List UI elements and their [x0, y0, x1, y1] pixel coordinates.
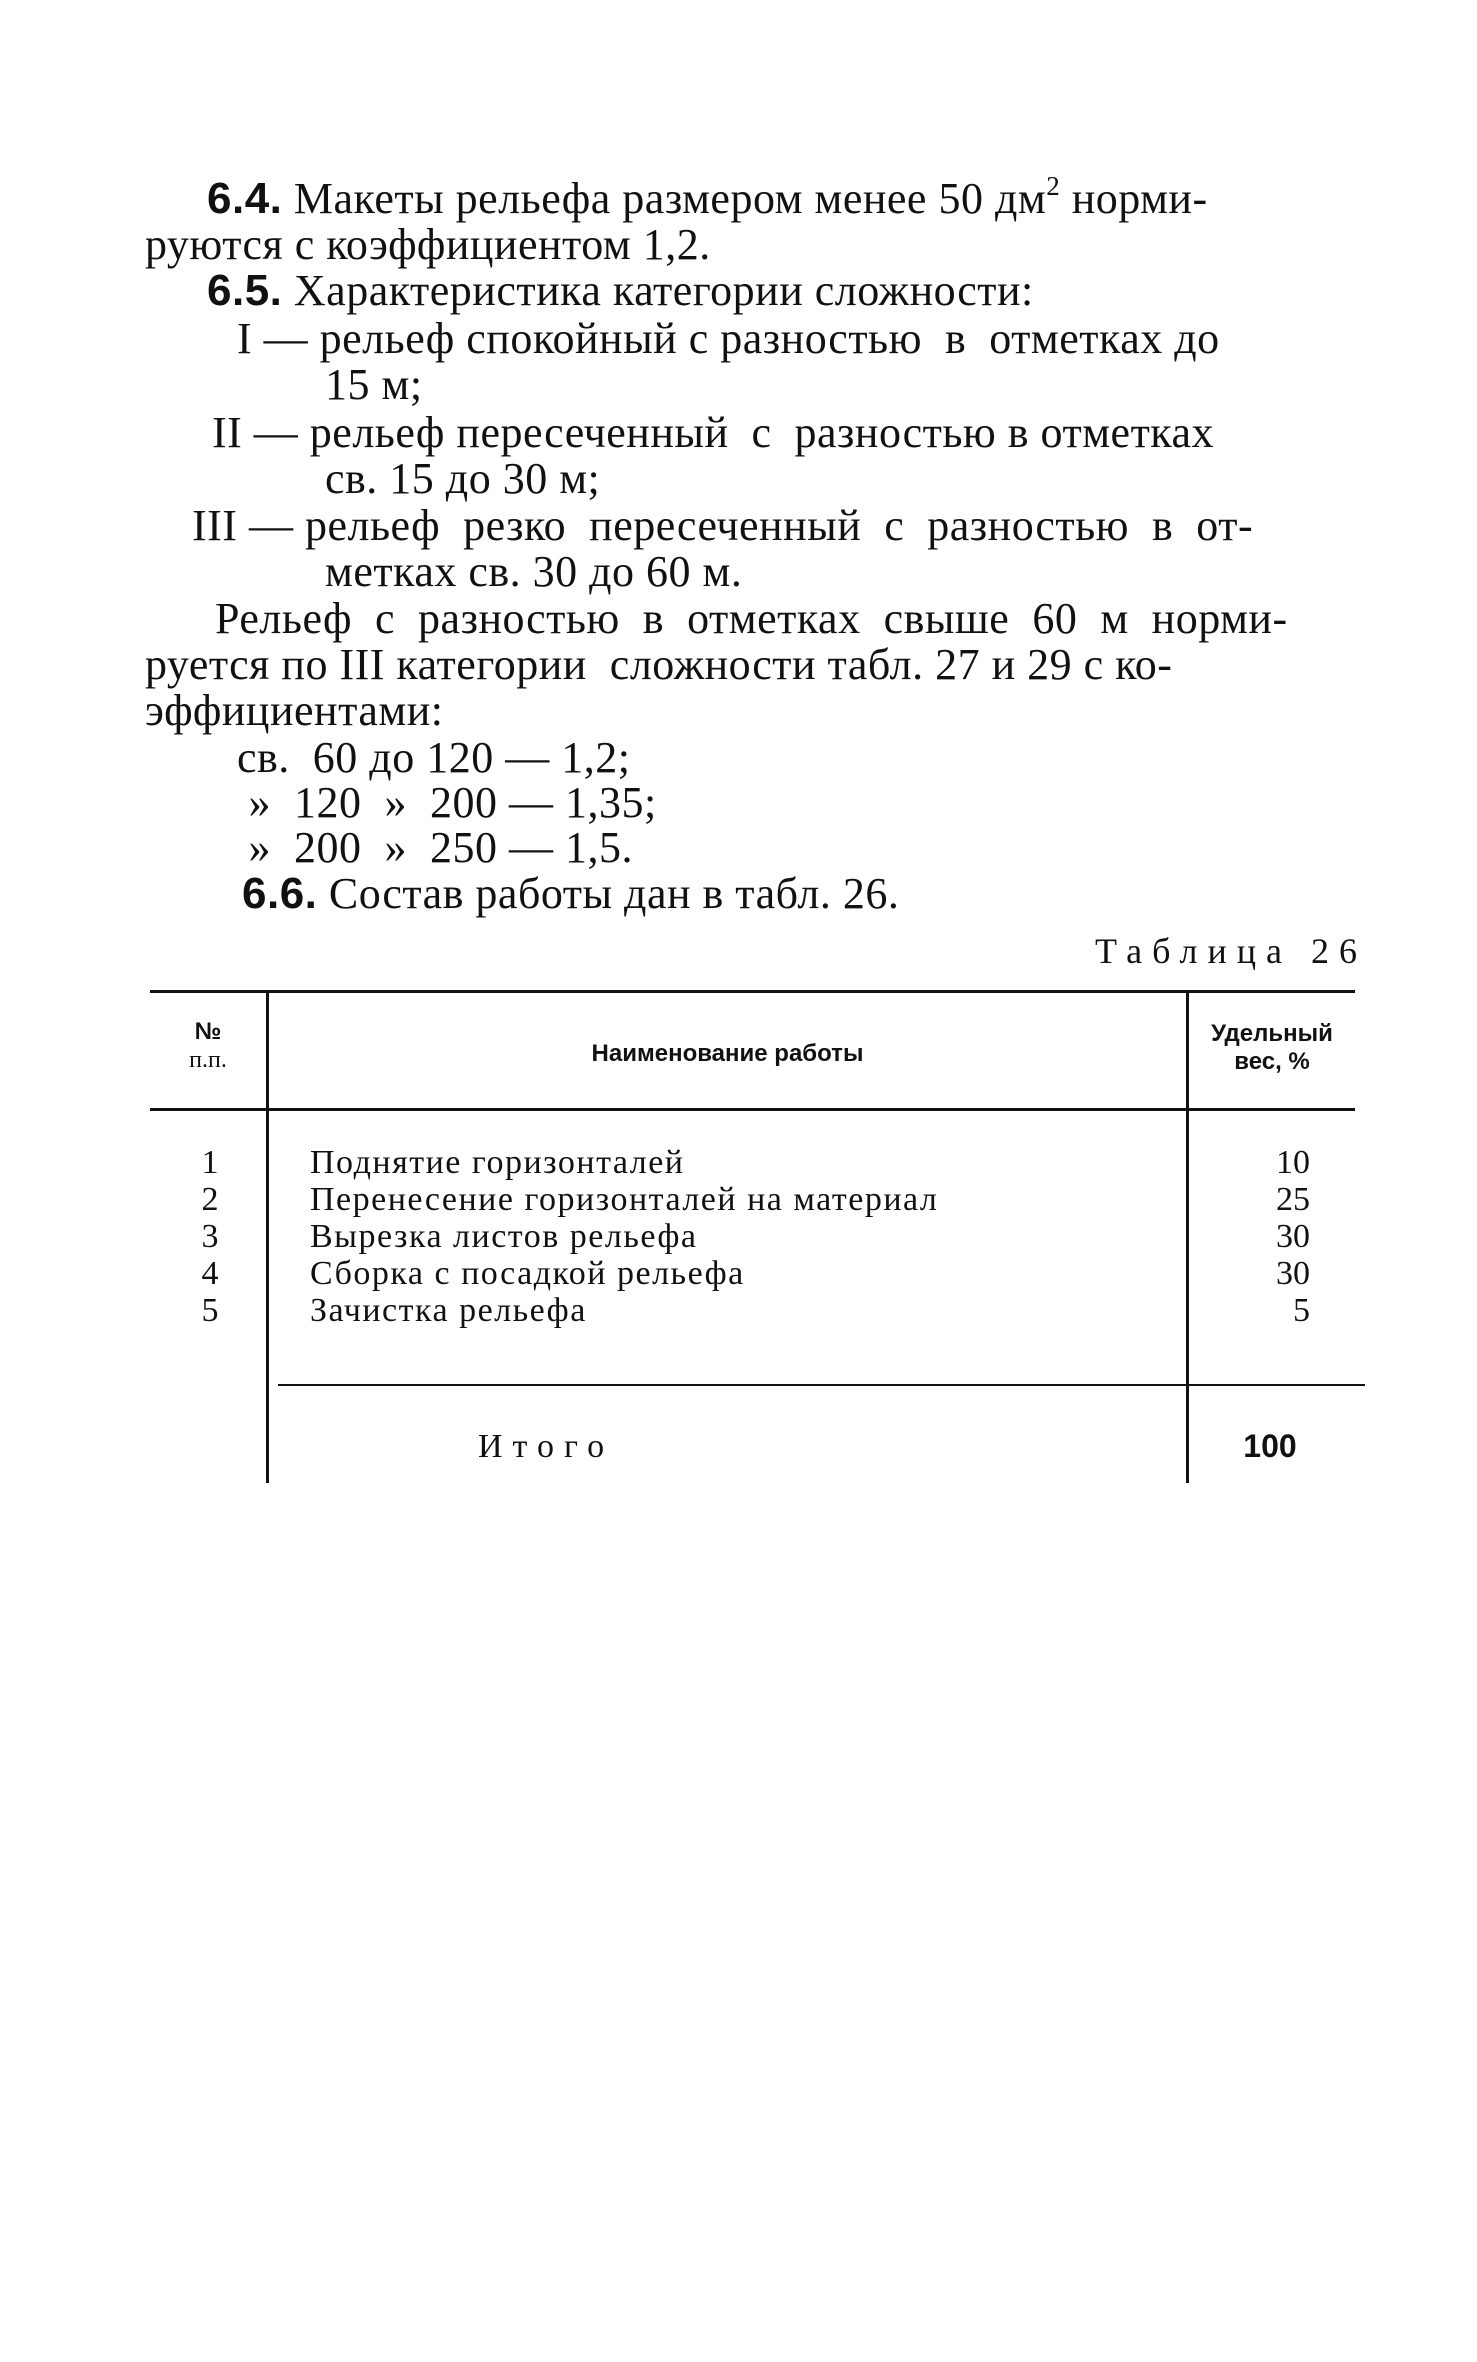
header-weight-line-2: вес, % — [1234, 1048, 1310, 1075]
paragraph-number: 6.4. — [207, 174, 283, 223]
coefficient-line-2: » 120 » 200 — 1,35; — [237, 778, 657, 827]
paragraph-6-5 — [207, 268, 1034, 314]
row-number: 5 — [201, 1292, 219, 1329]
header-name: Наименование работы — [591, 1040, 864, 1067]
header-weight-line-1: Удельный — [1211, 1020, 1333, 1047]
row-weight: 25 — [1276, 1181, 1310, 1218]
row-weight: 30 — [1276, 1255, 1310, 1292]
header-number-line-1: № — [194, 1018, 222, 1045]
row-weight: 10 — [1276, 1144, 1310, 1181]
header-weight — [1189, 1020, 1355, 1076]
paragraph-text-end: норми- — [1060, 174, 1208, 223]
category-3-line-2: метках св. 30 до 60 м. — [325, 547, 743, 596]
paragraph-number: 6.6. — [242, 869, 318, 918]
row-number: 1 — [201, 1144, 219, 1181]
coefficient-line-1: св. 60 до 120 — 1,2; — [237, 733, 631, 782]
row-name: Сборка с посадкой рельефа — [310, 1255, 745, 1292]
row-name: Зачистка рельефа — [310, 1292, 587, 1329]
category-2-line-1: II — рельеф пересеченный с разностью в отметках — [212, 408, 1215, 457]
relief-paragraph-line-1: Рельеф с разностью в отметках свыше 60 м норми- — [215, 594, 1288, 643]
row-name: Поднятие горизонталей — [310, 1144, 685, 1181]
paragraph-6-4-line-2: руются с коэффициентом 1,2. — [145, 220, 711, 269]
total-value: 100 — [1243, 1428, 1297, 1464]
paragraph-text: Состав работы дан в табл. 26. — [317, 869, 900, 918]
paragraph-6-6 — [242, 871, 899, 917]
total-label: Итого — [478, 1428, 615, 1465]
paragraph-text: Характеристика категории сложности: — [282, 266, 1034, 315]
coefficient-line-3: » 200 » 250 — 1,5. — [237, 823, 633, 872]
table-total-rule — [278, 1384, 1365, 1386]
relief-paragraph-line-2: руется по III категории сложности табл. 27 и 29 с ко- — [145, 640, 1173, 689]
paragraph-number: 6.5. — [207, 266, 283, 315]
category-1-line-2: 15 м; — [325, 360, 423, 409]
category-3-line-1: III — рельеф резко пересеченный с разностью в от- — [192, 501, 1254, 550]
category-2-line-2: св. 15 до 30 м; — [325, 454, 601, 503]
paragraph-text: Макеты рельефа размером менее 50 дм — [282, 174, 1047, 223]
row-name: Вырезка листов рельефа — [310, 1218, 698, 1255]
category-1-line-1: I — рельеф спокойный с разностью в отметках до — [237, 314, 1220, 363]
table-caption: Таблица 26 — [1095, 931, 1367, 971]
row-number: 4 — [201, 1255, 219, 1292]
row-weight: 30 — [1276, 1218, 1310, 1255]
header-number-line-2: п.п. — [189, 1047, 227, 1073]
header-number — [150, 1018, 266, 1074]
row-name: Перенесение горизонталей на материал — [310, 1181, 939, 1218]
row-number: 2 — [201, 1181, 219, 1218]
relief-paragraph-line-3: эффициентами: — [145, 686, 444, 735]
paragraph-6-4-line-1 — [207, 171, 1208, 223]
row-weight: 5 — [1293, 1292, 1310, 1329]
table-header-rule — [150, 1108, 1355, 1111]
row-number: 3 — [201, 1218, 219, 1255]
table-top-rule — [150, 990, 1355, 993]
superscript: 2 — [1046, 171, 1061, 201]
